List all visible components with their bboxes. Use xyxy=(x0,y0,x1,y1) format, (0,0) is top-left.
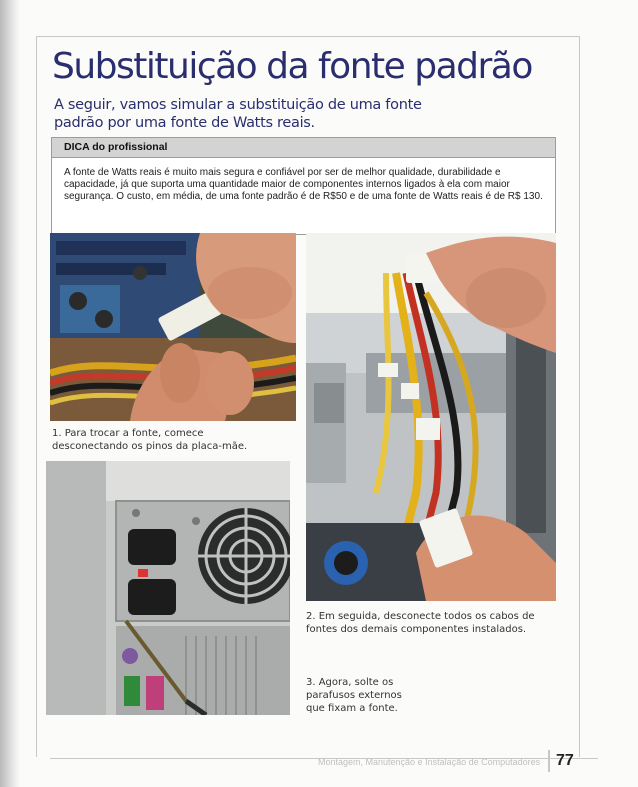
page-number: 77 xyxy=(556,752,574,769)
photo-pc-back-screws xyxy=(46,461,290,715)
photo-motherboard-connector xyxy=(50,233,296,421)
step-3-caption: 3. Agora, solte os parafusos externos que fixam a fonte. xyxy=(306,677,402,714)
pc-back-photo-illustration xyxy=(46,461,290,715)
photo-power-cables xyxy=(306,233,556,601)
page-binding-shadow xyxy=(0,0,20,787)
tip-box xyxy=(51,137,556,235)
cables-photo-illustration xyxy=(306,233,556,601)
footer-book-title: Montagem, Manutenção e Instalação de Computadores xyxy=(318,757,541,767)
step-1-caption: 1. Para trocar a fonte, comece desconectando os pinos da placa-mãe. xyxy=(52,428,248,452)
page-number-divider xyxy=(548,750,550,772)
page-subtitle: A seguir, vamos simular a substituição de uma fonte padrão por uma fonte de Watts reais. xyxy=(54,97,422,131)
tip-text: A fonte de Watts reais é muito mais segura e confiável por ser de melhor qualidade, durabilidade e capacidade, já que suporta uma quantidade maior de componentes internos ligados à ela com maior segurança. O custo, em média, de uma fonte padrão é de R$50 e de uma fonte de Watts reais é de R$ 130. xyxy=(64,167,543,202)
motherboard-photo-illustration xyxy=(50,233,296,421)
step-2-caption: 2. Em seguida, desconecte todos os cabos de fontes dos demais componentes instalados. xyxy=(306,611,535,635)
page-title: Substituição da fonte padrão xyxy=(52,46,532,87)
tip-label: DICA do profissional xyxy=(52,138,555,158)
